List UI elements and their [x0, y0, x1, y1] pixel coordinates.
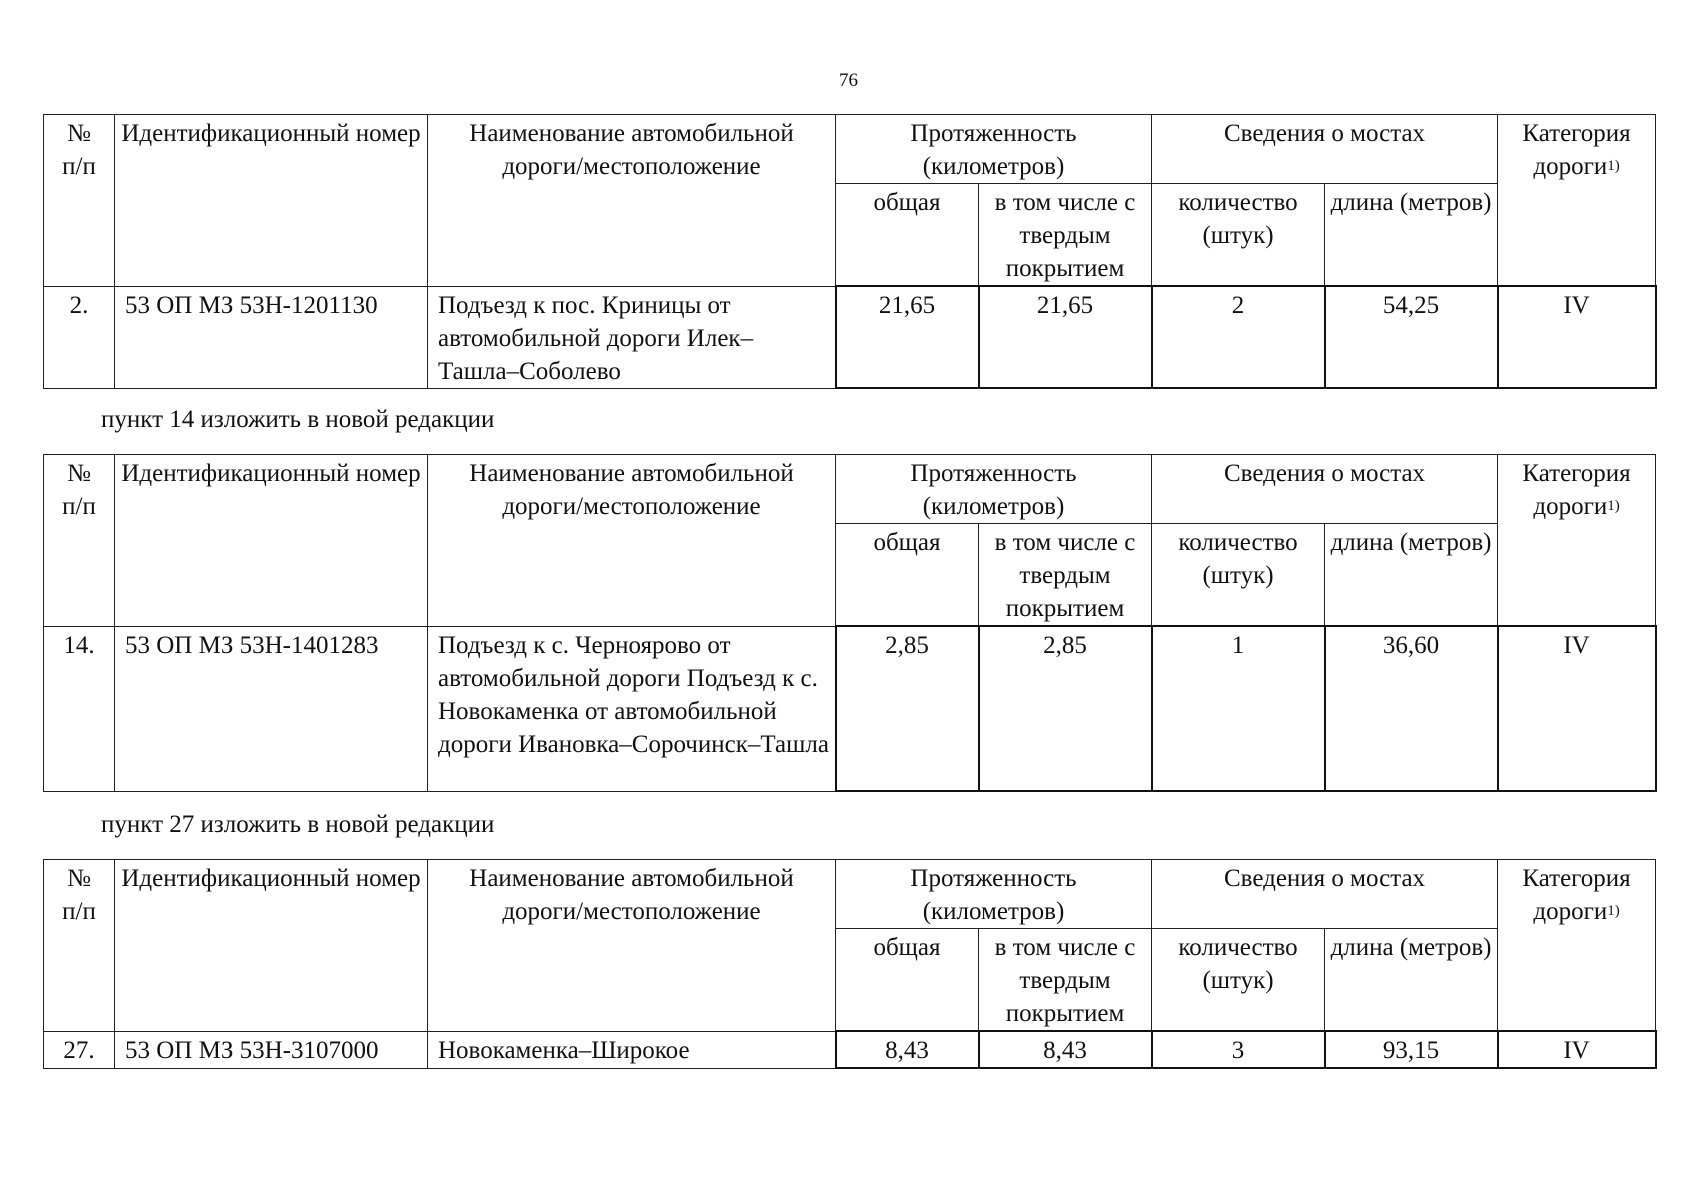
header-length-total: общая: [836, 929, 979, 1032]
header-id: Идентификационный номер: [115, 860, 428, 1032]
header-category: Категория дороги$^{1)}$: [1498, 860, 1656, 1032]
header-length: Протяженность (километров): [836, 455, 1152, 524]
row-name: Подъезд к с. Черноярово от автомобильной дороги Подъезд к с. Новокаменка от автомобильной дороги Ивановка–Сорочинск–Ташла: [428, 626, 836, 791]
header-bridges: Сведения о мостах: [1152, 860, 1498, 929]
row-num: 27.: [44, 1031, 115, 1068]
row-bridge-length: 93,15: [1325, 1031, 1498, 1068]
row-id: 53 ОП МЗ 53Н-1401283: [115, 626, 428, 791]
row-length-total: 2,85: [836, 626, 979, 791]
row-length-hard: 8,43: [979, 1031, 1152, 1068]
instruction-text: пункт 27 изложить в новой редакции: [101, 811, 495, 838]
header-length-hard: в том числе с твердым покрытием: [979, 929, 1152, 1032]
row-category: IV: [1498, 286, 1656, 388]
row-name: Новокаменка–Широкое: [428, 1031, 836, 1068]
header-length-total: общая: [836, 524, 979, 627]
row-bridge-count: 3: [1152, 1031, 1325, 1068]
row-category: IV: [1498, 626, 1656, 791]
row-category: IV: [1498, 1031, 1656, 1068]
row-name: Подъезд к пос. Криницы от автомобильной дороги Илек–Ташла–Соболево: [428, 286, 836, 388]
row-length-total: 8,43: [836, 1031, 979, 1068]
header-bridges: Сведения о мостах: [1152, 115, 1498, 184]
row-bridge-count: 1: [1152, 626, 1325, 791]
row-id: 53 ОП МЗ 53Н-1201130: [115, 286, 428, 388]
roads-table-1: [43, 114, 1657, 389]
header-name: Наименование автомобильной дороги/местоположение: [428, 455, 836, 627]
header-id: Идентификационный номер: [115, 115, 428, 287]
row-bridge-length: 36,60: [1325, 626, 1498, 791]
header-name: Наименование автомобильной дороги/местоположение: [428, 860, 836, 1032]
page-number: 76: [839, 70, 858, 91]
header-bridge-count: количество (штук): [1152, 184, 1325, 287]
header-category: Категория дороги$^{1)}$: [1498, 455, 1656, 627]
header-bridges: Сведения о мостах: [1152, 455, 1498, 524]
header-bridge-length: длина (метров): [1325, 184, 1498, 287]
header-length: Протяженность (километров): [836, 115, 1152, 184]
row-id: 53 ОП МЗ 53Н-3107000: [115, 1031, 428, 1068]
header-length-hard: в том числе с твердым покрытием: [979, 524, 1152, 627]
header-bridge-length: длина (метров): [1325, 929, 1498, 1032]
header-bridge-count: количество (штук): [1152, 929, 1325, 1032]
header-category: Категория дороги$^{1)}$: [1498, 115, 1656, 287]
table-row: [44, 286, 1656, 388]
header-bridge-count: количество (штук): [1152, 524, 1325, 627]
row-bridge-count: 2: [1152, 286, 1325, 388]
header-bridge-length: длина (метров): [1325, 524, 1498, 627]
row-length-hard: 21,65: [979, 286, 1152, 388]
header-length: Протяженность (километров): [836, 860, 1152, 929]
header-length-hard: в том числе с твердым покрытием: [979, 184, 1152, 287]
header-id: Идентификационный номер: [115, 455, 428, 627]
header-num: № п/п: [44, 860, 115, 1032]
roads-table-2: [43, 454, 1657, 792]
row-bridge-length: 54,25: [1325, 286, 1498, 388]
table-row: [44, 1031, 1656, 1068]
header-name: Наименование автомобильной дороги/местоположение: [428, 115, 836, 287]
header-num: № п/п: [44, 115, 115, 287]
instruction-text: пункт 14 изложить в новой редакции: [101, 406, 495, 433]
row-length-total: 21,65: [836, 286, 979, 388]
row-num: 14.: [44, 626, 115, 791]
table-row: [44, 626, 1656, 791]
header-length-total: общая: [836, 184, 979, 287]
header-num: № п/п: [44, 455, 115, 627]
roads-table-3: [43, 859, 1657, 1069]
row-num: 2.: [44, 286, 115, 388]
row-length-hard: 2,85: [979, 626, 1152, 791]
